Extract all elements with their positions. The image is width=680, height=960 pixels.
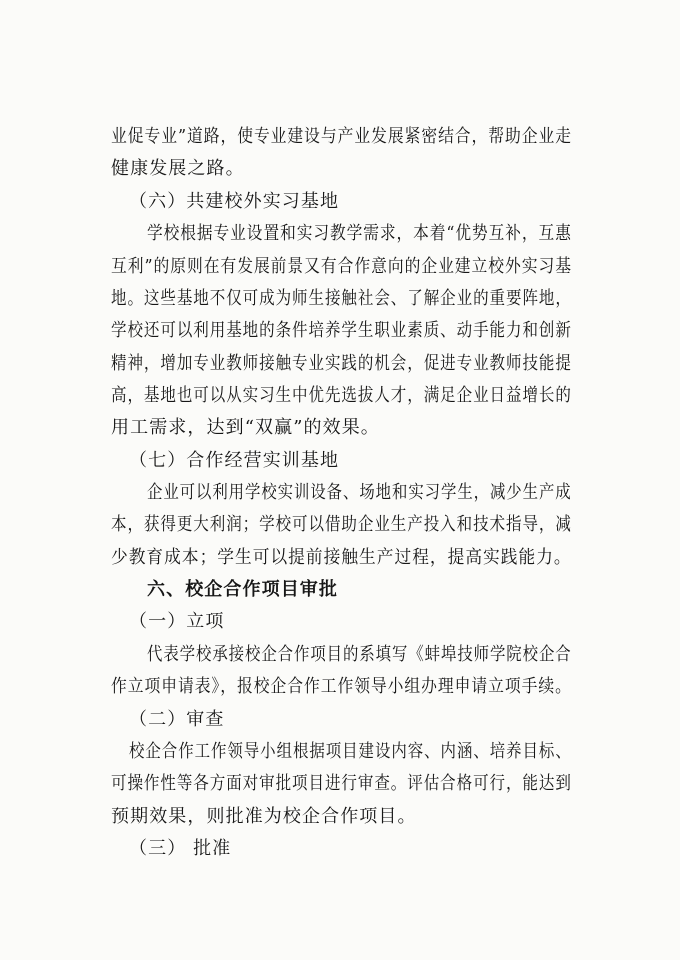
paragraph-line: 业促专业”道路，使专业建设与产业发展紧密结合，帮助企业走: [111, 126, 572, 147]
paragraph-line: 地。这些基地不仅可成为师生接触社会、了解企业的重要阵地，: [111, 288, 572, 309]
paragraph-line: 学校根据专业设置和实习教学需求，本着“优势互补，互惠: [147, 223, 572, 244]
paragraph-line: 可操作性等各方面对审批项目进行审查。评估合格可行，能达到: [111, 773, 572, 794]
section-heading: （七）合作经营实训基地: [129, 450, 340, 471]
paragraph-line: 高，基地也可以从实习生中优先选拔人才，满足企业日益增长的: [111, 385, 572, 406]
paragraph-line: 校企合作工作领导小组根据项目建设内容、内涵、培养目标、: [129, 741, 572, 762]
section-heading: （二）审查: [129, 709, 225, 730]
paragraph-line: 用工需求，达到“双赢”的效果。: [111, 417, 380, 438]
paragraph-line: 代表学校承接校企合作项目的系填写《蚌埠技师学院校企合: [147, 644, 572, 665]
paragraph-line: 少教育成本；学生可以提前接触生产过程，提高实践能力。: [111, 547, 572, 568]
paragraph-line: 精神，增加专业教师接触专业实践的机会，促进专业教师技能提: [111, 353, 572, 374]
paragraph-line: 健康发展之路。: [111, 158, 245, 179]
paragraph-line: 预期效果，则批准为校企合作项目。: [111, 806, 417, 827]
paragraph-line: 互利”的原则在有发展前景又有合作意向的企业建立校外实习基: [111, 256, 572, 277]
paragraph-line: 本，获得更大利润；学校可以借助企业生产投入和技术指导，减: [111, 514, 572, 535]
section-heading: （一）立项: [129, 611, 225, 632]
section-heading: （六）共建校外实习基地: [129, 191, 340, 212]
paragraph-line: 作立项申请表》，报校企合作工作领导小组办理申请立项手续。: [111, 676, 572, 697]
section-heading: （三） 批准: [129, 838, 232, 859]
paragraph-line: 学校还可以利用基地的条件培养学生职业素质、动手能力和创新: [111, 320, 572, 341]
chapter-heading: 六、校企合作项目审批: [147, 579, 338, 600]
paragraph-line: 企业可以利用学校实训设备、场地和实习学生，减少生产成: [147, 482, 572, 503]
